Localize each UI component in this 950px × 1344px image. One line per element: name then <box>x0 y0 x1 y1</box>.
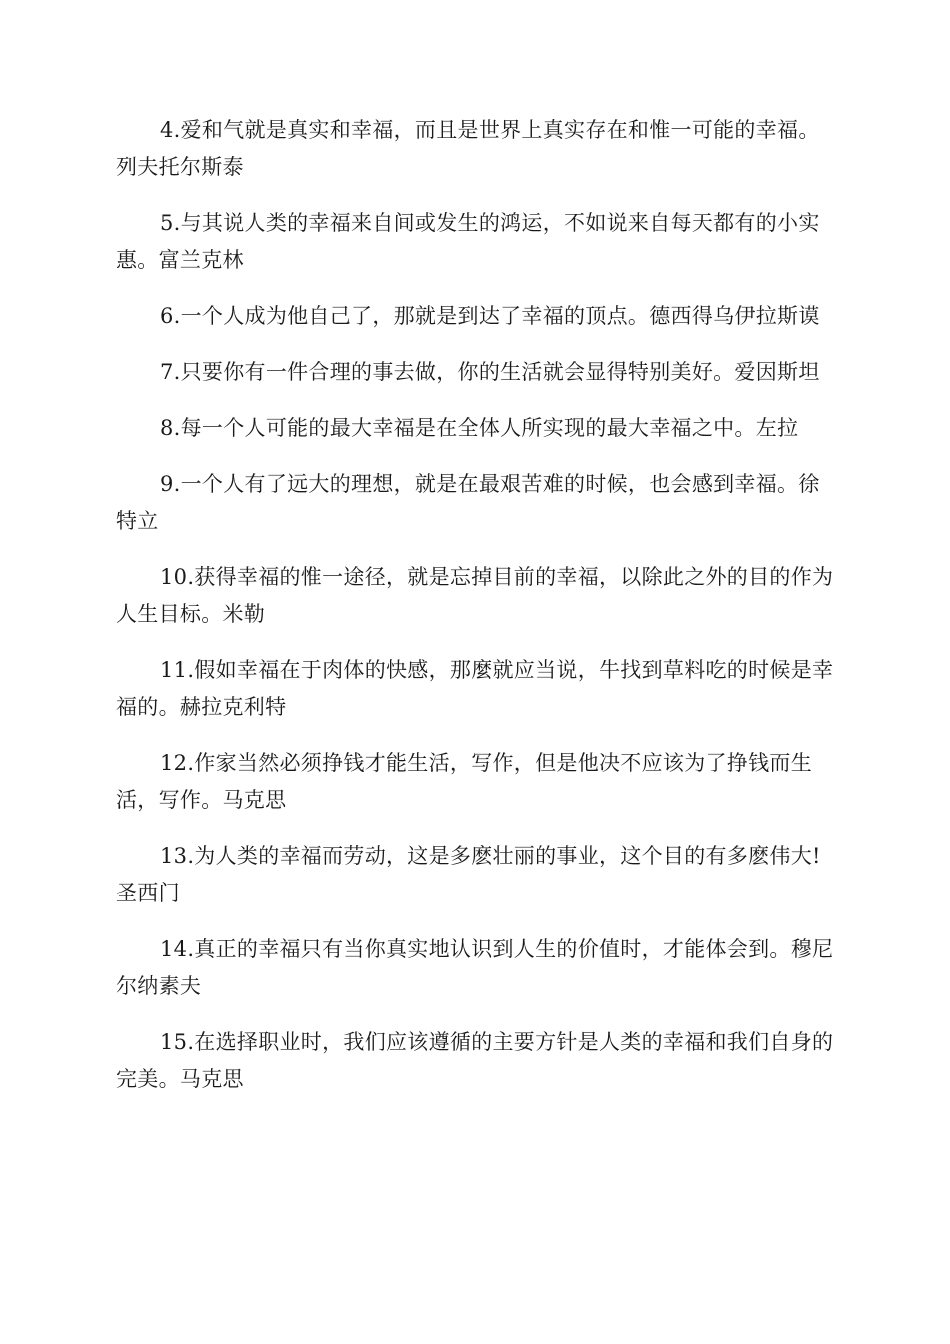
quote-paragraph-9: 9.一个人有了远大的理想，就是在最艰苦难的时候，也会感到幸福。徐特立 <box>116 472 820 533</box>
quote-paragraph-6: 6.一个人成为他自己了，那就是到达了幸福的顶点。德西得乌伊拉斯谟 <box>160 304 820 328</box>
document-body <box>116 112 836 1117</box>
quote-paragraph-4: 4.爱和气就是真实和幸福，而且是世界上真实存在和惟一可能的幸福。列夫托尔斯泰 <box>116 118 820 179</box>
quote-paragraph-8: 8.每一个人可能的最大幸福是在全体人所实现的最大幸福之中。左拉 <box>160 416 799 440</box>
quote-paragraph-14: 14.真正的幸福只有当你真实地认识到人生的价值时，才能体会到。穆尼尔纳素夫 <box>116 937 834 998</box>
quote-paragraph-10: 10.获得幸福的惟一途径，就是忘掉目前的幸福，以除此之外的目的作为人生目标。米勒 <box>116 565 834 626</box>
quote-paragraph-12: 12.作家当然必须挣钱才能生活，写作，但是他决不应该为了挣钱而生活，写作。马克思 <box>116 751 812 812</box>
quote-paragraph-5: 5.与其说人类的幸福来自间或发生的鸿运，不如说来自每天都有的小实惠。富兰克林 <box>116 211 820 272</box>
quote-paragraph-11: 11.假如幸福在于肉体的快感，那麼就应当说，牛找到草料吃的时候是幸福的。赫拉克利特 <box>116 658 834 719</box>
quote-paragraph-7: 7.只要你有一件合理的事去做，你的生活就会显得特别美好。爱因斯坦 <box>160 360 820 384</box>
quote-paragraph-13: 13.为人类的幸福而劳动，这是多麽壮丽的事业，这个目的有多麽伟大!圣西门 <box>116 844 821 905</box>
quote-paragraph-15: 15.在选择职业时，我们应该遵循的主要方针是人类的幸福和我们自身的完美。马克思 <box>116 1030 834 1091</box>
